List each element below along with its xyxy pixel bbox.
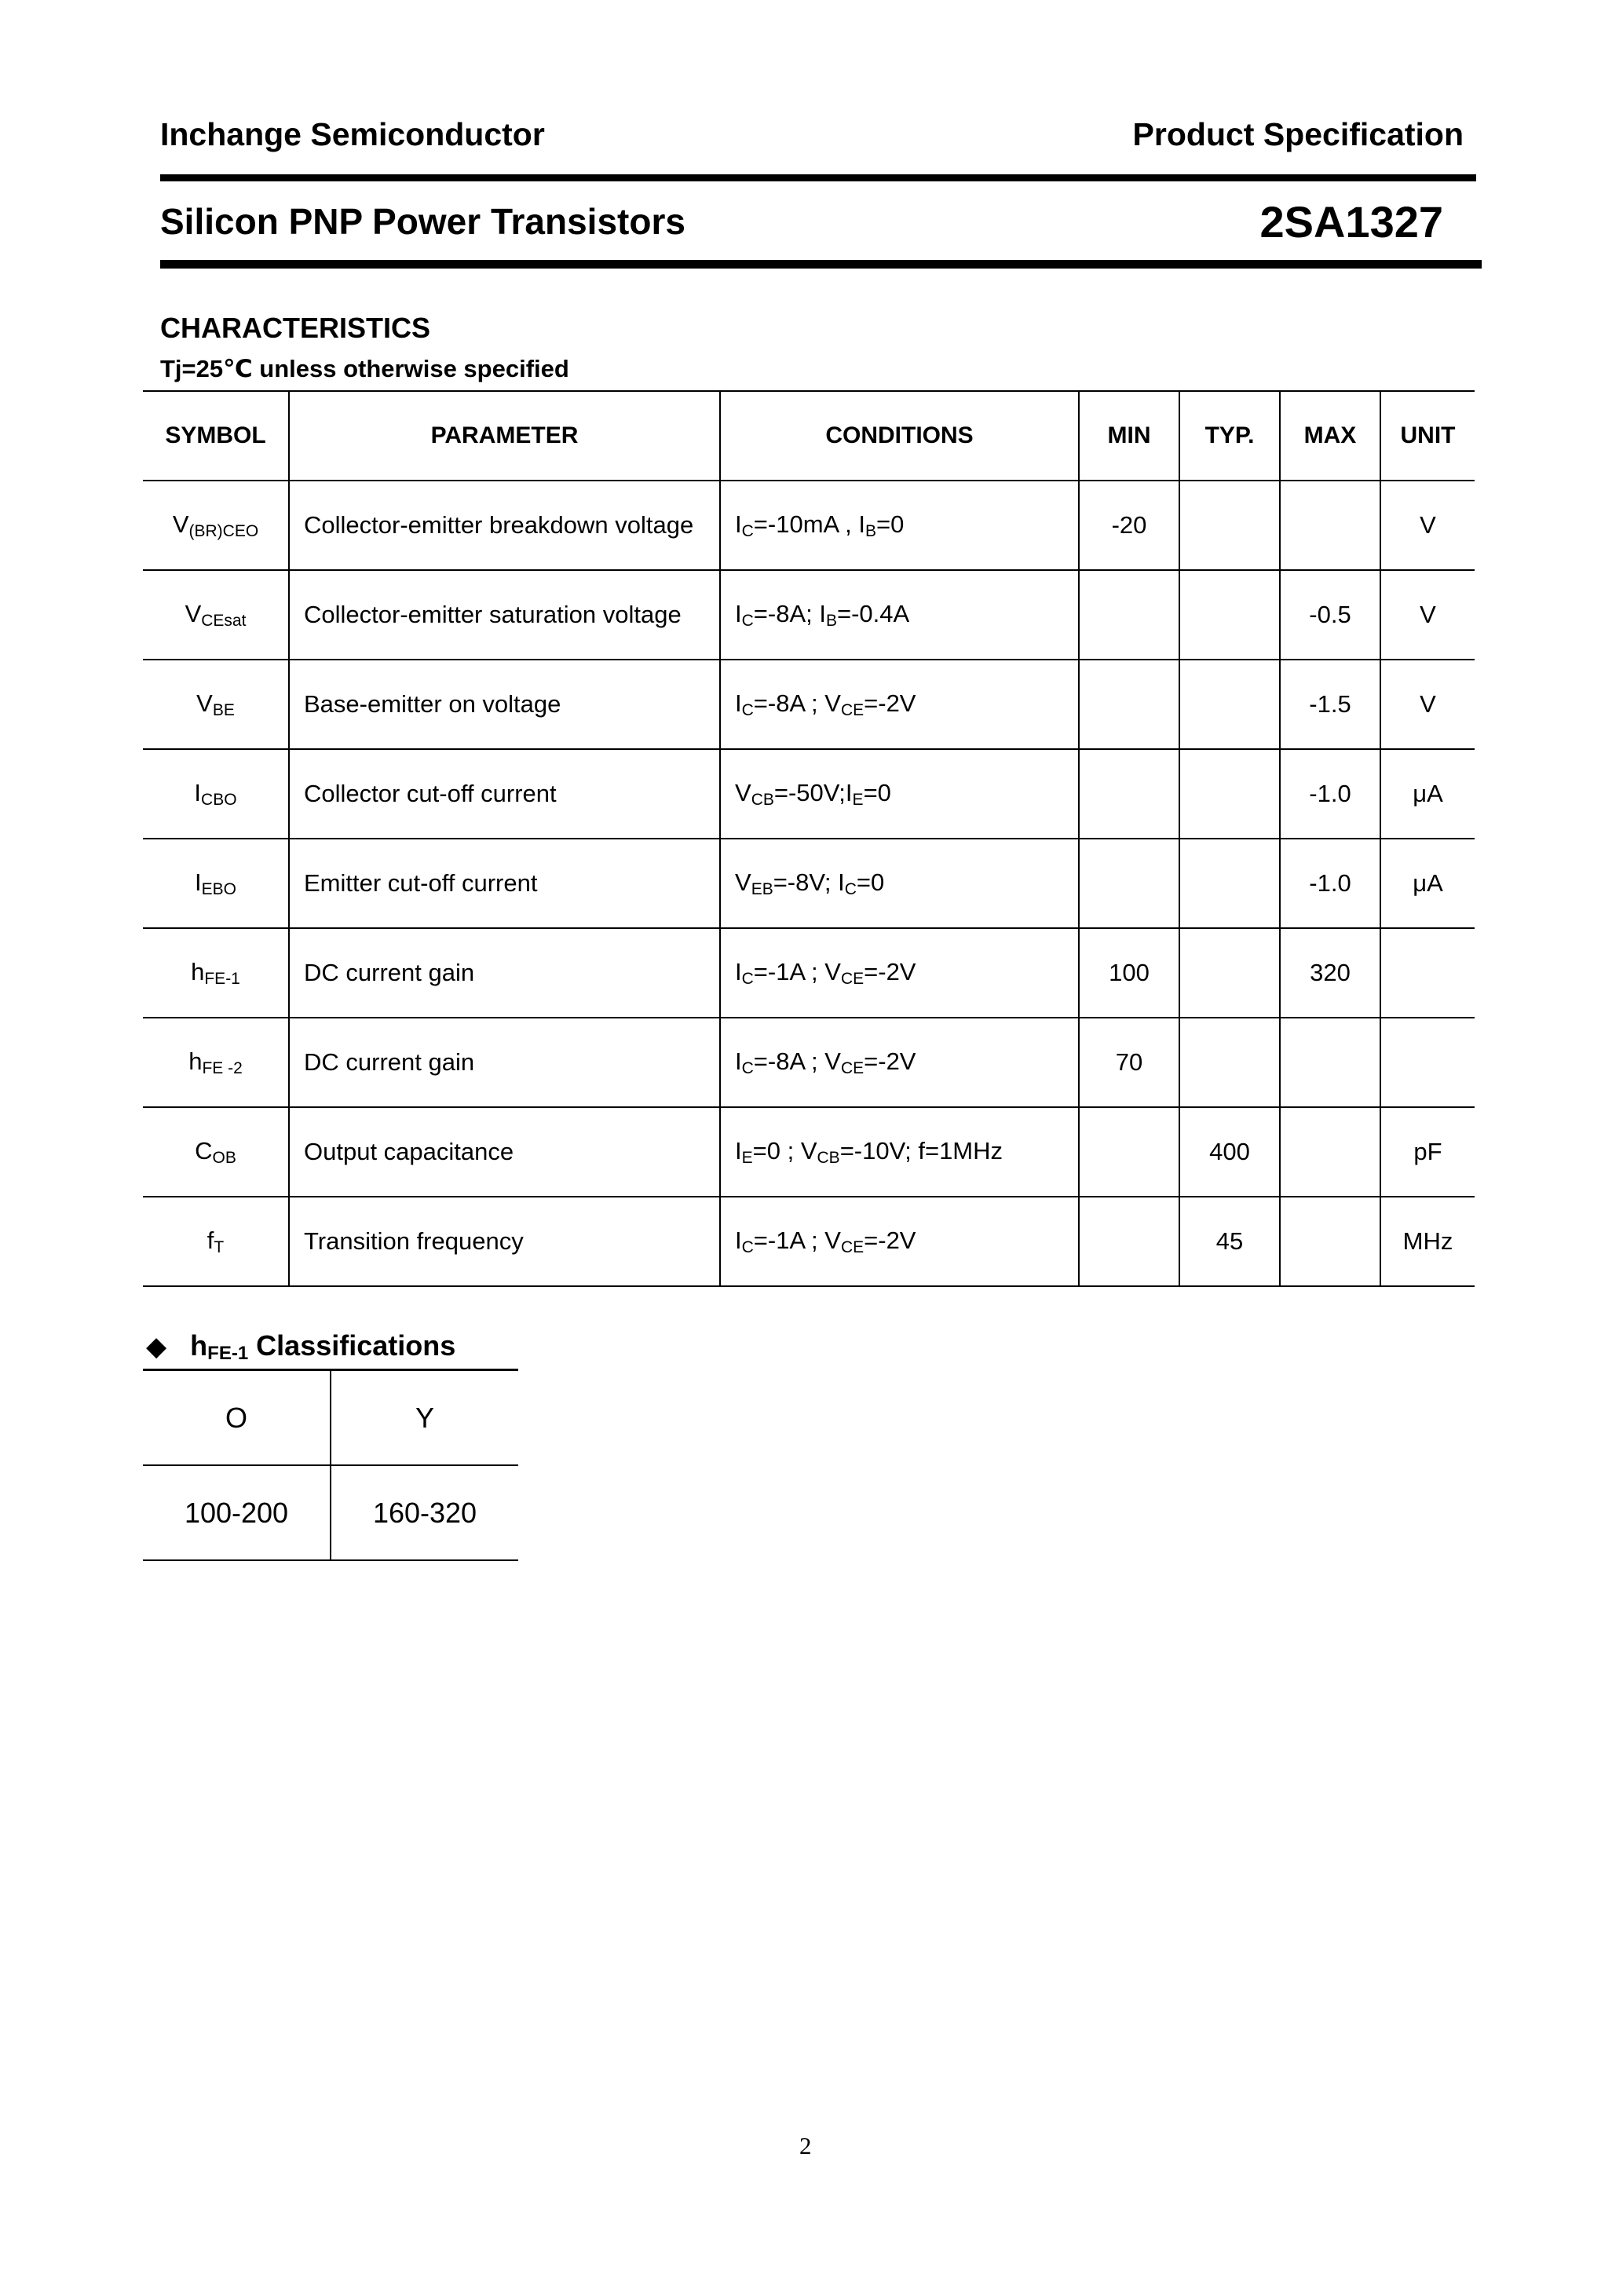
- cell-max: [1280, 1197, 1380, 1286]
- cell-parameter: Collector cut-off current: [289, 749, 720, 839]
- cell-conditions: [720, 749, 1079, 839]
- table-row: [143, 839, 1475, 928]
- classifications-table: [143, 1369, 518, 1561]
- header-rule-top: [160, 174, 1476, 181]
- cond-part: =-8A ; V: [753, 1047, 841, 1075]
- cond-part: I: [735, 957, 742, 985]
- page-number: 2: [799, 2132, 812, 2159]
- cond-sub: CE: [840, 700, 865, 719]
- cell-typ: 45: [1179, 1197, 1280, 1286]
- symbol-sub: FE-1: [204, 969, 240, 988]
- cond-sub: C: [741, 969, 754, 988]
- cell-conditions: [720, 1197, 1079, 1286]
- cell-parameter: Output capacitance: [289, 1107, 720, 1197]
- characteristics-table: [143, 390, 1475, 1287]
- cell-min: 100: [1079, 928, 1179, 1018]
- cond-part: =-2V: [864, 1047, 916, 1075]
- col-header-min: MIN: [1079, 391, 1179, 481]
- cell-symbol: [143, 1197, 289, 1286]
- cell-max: [1280, 481, 1380, 570]
- cond-sub: C: [741, 611, 754, 630]
- cell-min: [1079, 1107, 1179, 1197]
- cell-parameter: Emitter cut-off current: [289, 839, 720, 928]
- cond-sub: CE: [840, 1238, 865, 1256]
- cell-min: [1079, 570, 1179, 660]
- cell-min: [1079, 1197, 1179, 1286]
- cond-part: I: [735, 689, 742, 717]
- cell-typ: [1179, 570, 1280, 660]
- cls-title-sub: FE-1: [207, 1343, 249, 1364]
- cls-header-y: Y: [331, 1370, 518, 1466]
- cell-conditions: [720, 481, 1079, 570]
- cell-max: 320: [1280, 928, 1380, 1018]
- symbol-sub: CEsat: [201, 611, 247, 630]
- cond-part: I: [735, 599, 742, 627]
- symbol-sub: FE -2: [202, 1058, 243, 1077]
- cond-part: =0: [856, 868, 885, 896]
- cond-sub: C: [741, 1058, 754, 1077]
- cell-parameter: DC current gain: [289, 1018, 720, 1107]
- cell-max: -0.5: [1280, 570, 1380, 660]
- cell-symbol: [143, 928, 289, 1018]
- cell-symbol: [143, 660, 289, 749]
- cell-parameter: Transition frequency: [289, 1197, 720, 1286]
- col-header-typ: TYP.: [1179, 391, 1280, 481]
- cond-part: =-50V;I: [773, 778, 853, 806]
- cond-part: =0: [875, 510, 905, 538]
- cond-part: =-0.4A: [837, 599, 910, 627]
- cell-max: [1280, 1018, 1380, 1107]
- symbol-main: V: [185, 599, 202, 627]
- cond-part: =-8A; I: [753, 599, 826, 627]
- cls-value-o: 100-200: [143, 1465, 331, 1560]
- cond-part: =0: [863, 778, 891, 806]
- company-name: Inchange Semiconductor: [160, 116, 545, 152]
- cell-symbol: [143, 1107, 289, 1197]
- cell-parameter: Base-emitter on voltage: [289, 660, 720, 749]
- cond-sub: C: [844, 879, 857, 898]
- col-header-conditions: CONDITIONS: [720, 391, 1079, 481]
- cond-part: =-10V; f=1MHz: [839, 1136, 1003, 1164]
- cell-unit: [1380, 928, 1475, 1018]
- header-rule-bottom: [160, 260, 1482, 269]
- cond-part: I: [735, 1226, 742, 1254]
- cond-part: =0 ; V: [752, 1136, 817, 1164]
- cell-conditions: [720, 570, 1079, 660]
- cell-parameter: Collector-emitter saturation voltage: [289, 570, 720, 660]
- spec-type: Product Specification: [1132, 116, 1464, 152]
- table-row: [143, 1197, 1475, 1286]
- cell-max: -1.0: [1280, 749, 1380, 839]
- cell-conditions: [720, 660, 1079, 749]
- col-header-max: MAX: [1280, 391, 1380, 481]
- product-series: Silicon PNP Power Transistors: [160, 201, 685, 242]
- cell-min: [1079, 660, 1179, 749]
- symbol-sub: BE: [212, 700, 235, 719]
- cls-title-prefix: h: [190, 1329, 208, 1362]
- cls-header-o: O: [143, 1370, 331, 1466]
- cell-typ: [1179, 1018, 1280, 1107]
- cell-min: -20: [1079, 481, 1179, 570]
- cell-unit: V: [1380, 660, 1475, 749]
- cond-part: =-2V: [864, 1226, 916, 1254]
- cell-symbol: [143, 481, 289, 570]
- cell-unit: pF: [1380, 1107, 1475, 1197]
- cond-part: =-8V; I: [773, 868, 845, 896]
- cond-sub: C: [741, 1238, 754, 1256]
- cond-sub: C: [741, 521, 754, 540]
- diamond-bullet-icon: ◆: [146, 1332, 167, 1362]
- symbol-main: h: [188, 1047, 203, 1075]
- cond-sub: CE: [840, 1058, 865, 1077]
- cond-sub: E: [741, 1148, 753, 1167]
- cls-value-row: [143, 1465, 518, 1560]
- symbol-main: h: [191, 957, 205, 985]
- table-row: [143, 928, 1475, 1018]
- cell-unit: V: [1380, 481, 1475, 570]
- cond-sub: C: [741, 700, 754, 719]
- table-row: [143, 1018, 1475, 1107]
- cell-unit: MHz: [1380, 1197, 1475, 1286]
- cell-symbol: [143, 570, 289, 660]
- cond-part: =-2V: [864, 689, 916, 717]
- cell-typ: 400: [1179, 1107, 1280, 1197]
- cell-unit: μA: [1380, 749, 1475, 839]
- cell-conditions: [720, 1018, 1079, 1107]
- cond-part: V: [735, 778, 751, 806]
- table-row: [143, 481, 1475, 570]
- table-row: [143, 570, 1475, 660]
- cond-sub: CB: [751, 790, 774, 809]
- cell-typ: [1179, 749, 1280, 839]
- symbol-main: C: [195, 1136, 213, 1164]
- symbol-main: V: [196, 689, 213, 717]
- cell-conditions: [720, 1107, 1079, 1197]
- cell-min: 70: [1079, 1018, 1179, 1107]
- section-title: CHARACTERISTICS: [160, 312, 431, 344]
- cell-typ: [1179, 928, 1280, 1018]
- cond-sub: E: [852, 790, 864, 809]
- symbol-sub: EBO: [201, 879, 236, 898]
- cond-sub: CE: [840, 969, 865, 988]
- cond-part: V: [735, 868, 751, 896]
- cell-parameter: Collector-emitter breakdown voltage: [289, 481, 720, 570]
- cell-min: [1079, 839, 1179, 928]
- symbol-main: f: [207, 1226, 214, 1254]
- cell-symbol: [143, 749, 289, 839]
- cond-part: I: [735, 1047, 742, 1075]
- part-number: 2SA1327: [1259, 197, 1443, 247]
- cond-sub: CB: [817, 1148, 840, 1167]
- cell-symbol: [143, 839, 289, 928]
- cell-typ: [1179, 481, 1280, 570]
- table-row: [143, 660, 1475, 749]
- symbol-sub: (BR)CEO: [188, 521, 259, 540]
- cond-sub: B: [825, 611, 837, 630]
- cond-part: =-8A ; V: [753, 689, 841, 717]
- symbol-sub: CBO: [201, 790, 237, 809]
- cell-typ: [1179, 839, 1280, 928]
- symbol-main: I: [195, 868, 202, 896]
- cell-parameter: DC current gain: [289, 928, 720, 1018]
- cond-sub: B: [865, 521, 876, 540]
- cond-part: =-1A ; V: [753, 957, 841, 985]
- cls-title-suffix: Classifications: [248, 1329, 456, 1362]
- cell-symbol: [143, 1018, 289, 1107]
- col-header-symbol: SYMBOL: [143, 391, 289, 481]
- cell-conditions: [720, 928, 1079, 1018]
- cell-max: -1.0: [1280, 839, 1380, 928]
- table-header-row: [143, 391, 1475, 481]
- classifications-title: [146, 1329, 455, 1365]
- symbol-main: V: [172, 510, 189, 538]
- col-header-parameter: PARAMETER: [289, 391, 720, 481]
- col-header-unit: UNIT: [1380, 391, 1475, 481]
- cell-unit: [1380, 1018, 1475, 1107]
- cls-header-row: [143, 1370, 518, 1466]
- cell-typ: [1179, 660, 1280, 749]
- symbol-main: I: [194, 778, 202, 806]
- cond-sub: EB: [751, 879, 773, 898]
- cell-unit: μA: [1380, 839, 1475, 928]
- cell-max: [1280, 1107, 1380, 1197]
- cell-min: [1079, 749, 1179, 839]
- cell-conditions: [720, 839, 1079, 928]
- cond-part: =-1A ; V: [753, 1226, 841, 1254]
- cell-unit: V: [1380, 570, 1475, 660]
- symbol-sub: T: [214, 1238, 225, 1256]
- cls-value-y: 160-320: [331, 1465, 518, 1560]
- test-condition-note: Tj=25℃ unless otherwise specified: [160, 355, 569, 382]
- cond-part: =-2V: [864, 957, 916, 985]
- cond-part: I: [735, 510, 742, 538]
- table-row: [143, 1107, 1475, 1197]
- cond-part: =-10mA , I: [753, 510, 865, 538]
- symbol-sub: OB: [212, 1148, 236, 1167]
- table-row: [143, 749, 1475, 839]
- cell-max: -1.5: [1280, 660, 1380, 749]
- cond-part: I: [735, 1136, 742, 1164]
